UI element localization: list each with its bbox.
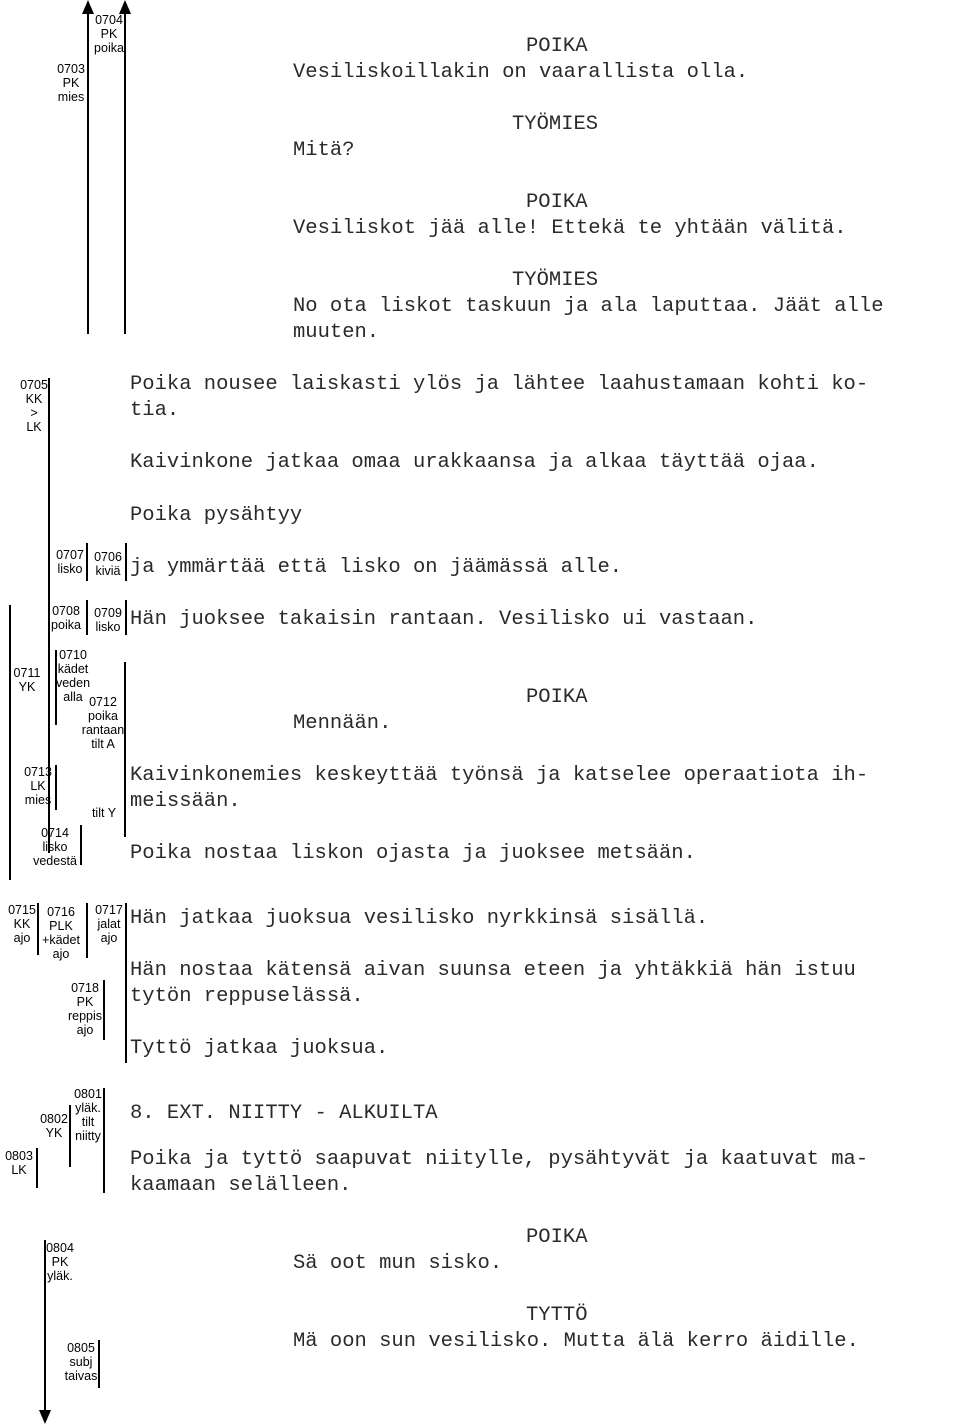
shot-label-0716: 0716 PLK +kädet ajo — [42, 905, 80, 961]
character-name: POIKA — [526, 191, 588, 214]
dialogue: Vesiliskot jää alle! Ettekä te yhtään välitä. — [293, 217, 847, 240]
arrow-up-icon — [119, 0, 131, 14]
shot-label-0713: 0713 LK mies — [24, 765, 52, 807]
shot-label-0712: 0712 poika rantaan tilt A — [81, 695, 125, 751]
action-line: tytön reppuselässä. — [130, 985, 364, 1008]
dialogue: muuten. — [293, 321, 380, 344]
shot-label-0804: 0804 PK yläk. — [46, 1241, 74, 1283]
action-line: Hän nostaa kätensä aivan suunsa eteen ja yhtäkkiä hän istuu — [130, 959, 856, 982]
shot-line-0708 — [86, 600, 88, 635]
shot-label-0803: 0803 LK — [5, 1149, 33, 1177]
action-line: Kaivinkone jatkaa omaa urakkaansa ja alkaa täyttää ojaa. — [130, 451, 819, 474]
action-line: Poika ja tyttö saapuvat niitylle, pysähtyvät ja kaatuvat ma- — [130, 1148, 869, 1171]
action-line: Hän juoksee takaisin rantaan. Vesilisko ui vastaan. — [130, 608, 758, 631]
shot-label-0710: 0710 kädet veden alla — [55, 648, 91, 704]
shot-line-0704 — [124, 12, 126, 334]
shot-label-0711: 0711 YK — [13, 666, 41, 694]
shot-label-0717: 0717 jalat ajo — [95, 903, 123, 945]
shot-label-0805: 0805 subj taivas — [64, 1341, 98, 1383]
dialogue: Sä oot mun sisko. — [293, 1252, 503, 1275]
action-line: meissään. — [130, 790, 241, 813]
dialogue: No ota liskot taskuun ja ala laputtaa. Jäät alle — [293, 295, 884, 318]
action-line: Poika nousee laiskasti ylös ja lähtee laahustamaan kohti ko- — [130, 373, 869, 396]
shot-label-0715: 0715 KK ajo — [8, 903, 36, 945]
dialogue: Vesiliskoillakin on vaarallista olla. — [293, 61, 749, 84]
shot-line-0714 — [80, 825, 82, 865]
character-name: POIKA — [526, 35, 588, 58]
action-line: ja ymmärtää että lisko on jäämässä alle. — [130, 556, 623, 579]
shot-label-0703: 0703 PK mies — [57, 62, 85, 104]
shot-label-0706: 0706 kiviä — [94, 550, 122, 578]
arrow-up-icon — [82, 0, 94, 14]
character-name: TYTTÖ — [526, 1304, 588, 1327]
shot-label-0714: 0714 lisko vedestä — [33, 826, 77, 868]
action-line: kaamaan selälleen. — [130, 1174, 352, 1197]
character-name: POIKA — [526, 1226, 588, 1249]
action-line: Kaivinkonemies keskeyttää työnsä ja katselee operaatiota ih- — [130, 764, 869, 787]
character-name: TYÖMIES — [512, 269, 599, 292]
action-line: Poika nostaa liskon ojasta ja juoksee metsään. — [130, 842, 696, 865]
shot-line-0716 — [86, 903, 88, 958]
shot-line-0703 — [87, 12, 89, 334]
dialogue: Mä oon sun vesilisko. Mutta älä kerro äidille. — [293, 1330, 859, 1353]
action-line: Poika pysähtyy — [130, 504, 303, 527]
action-line: tia. — [130, 399, 180, 422]
shot-label-0718: 0718 PK reppis ajo — [67, 981, 103, 1037]
shot-label-0709: 0709 lisko — [94, 606, 122, 634]
scene-heading: 8. EXT. NIITTY - ALKUILTA — [130, 1102, 438, 1125]
shot-label-0708: 0708 poika — [51, 604, 81, 632]
shot-label-tilt-y: tilt Y — [91, 806, 117, 820]
action-line: Tyttö jatkaa juoksua. — [130, 1037, 389, 1060]
dialogue: Mitä? — [293, 139, 355, 162]
dialogue: Mennään. — [293, 712, 392, 735]
arrow-down-icon — [39, 1410, 51, 1424]
shot-label-0705: 0705 KK > LK — [20, 378, 48, 434]
shot-label-0707: 0707 lisko — [56, 548, 84, 576]
shot-label-0802: 0802 YK — [40, 1112, 68, 1140]
shot-line-0711 — [9, 605, 11, 880]
shot-label-0704: 0704 PK poika — [94, 13, 124, 55]
character-name: TYÖMIES — [512, 113, 599, 136]
action-line: Hän jatkaa juoksua vesilisko nyrkkinsä sisällä. — [130, 907, 709, 930]
shot-label-0801: 0801 yläk. tilt niitty — [74, 1087, 102, 1143]
character-name: POIKA — [526, 686, 588, 709]
